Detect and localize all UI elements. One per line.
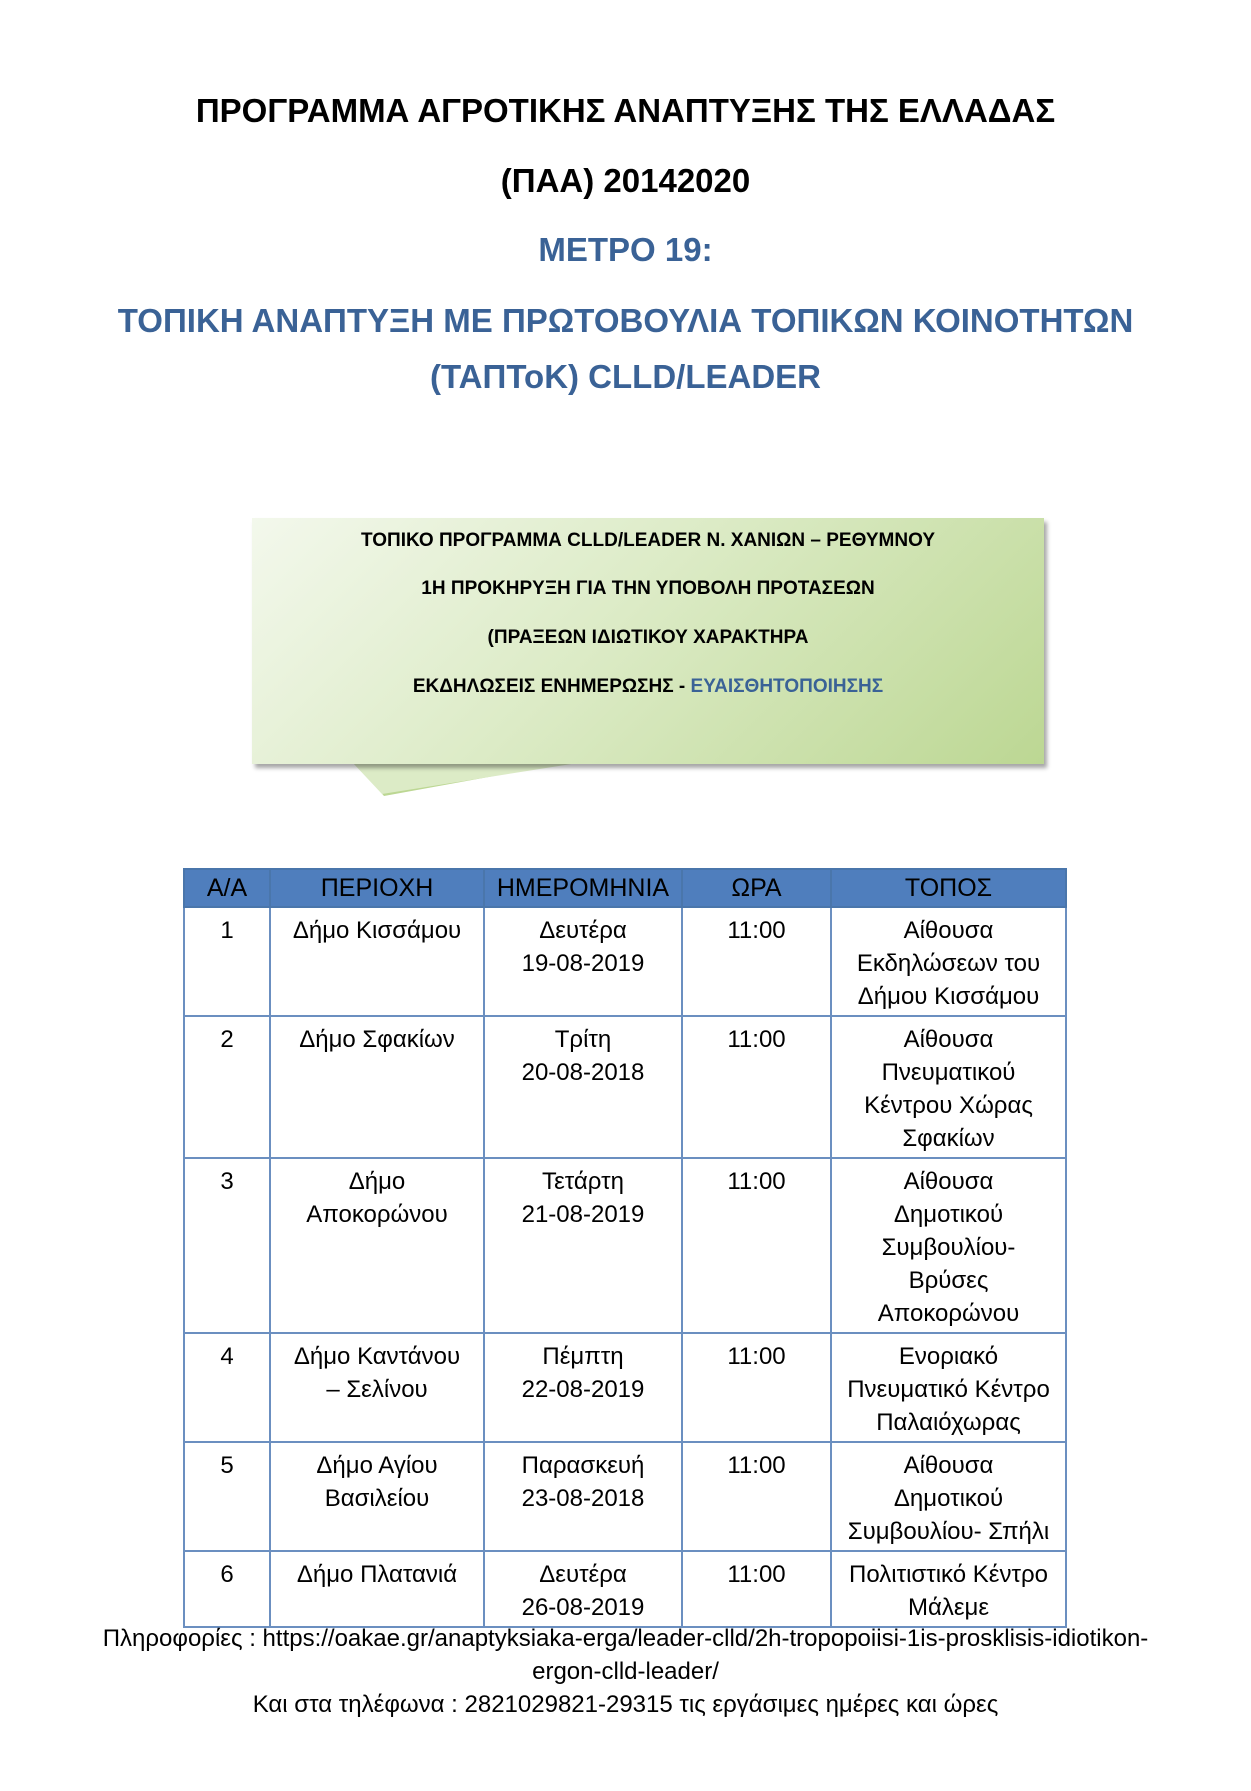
info-url-line: Πληροφορίες : https://oakae.gr/anaptyksiaka-erga/leader-clld/2h-tropopoiisi-1is-prosklisis-idiotikon- (102, 1625, 1149, 1652)
table-row (184, 907, 1066, 1016)
row-place: Αίθουσα Δημοτικού Συμβουλίου- Σπήλι (831, 1442, 1066, 1551)
measure-subtitle-2: (ΤΑΠΤοΚ) CLLD/LEADER (429, 358, 822, 395)
phone-info-line: Και στα τηλέφωνα : 2821029821-29315 τις εργάσιμες ημέρες και ώρες (252, 1691, 999, 1718)
table-header-row (184, 869, 1066, 907)
row-place: Αίθουσα Εκδηλώσεων του Δήμου Κισσάμου (831, 907, 1066, 1016)
header-date: ΗΜΕΡΟΜΗΝΙΑ (484, 869, 682, 907)
callout-line-1: ΤΟΠΙΚΟ ΠΡΟΓΡΑΜΜΑ CLLD/LEADER Ν. ΧΑΝΙΩΝ – ΡΕΘΥΜΝΟΥ (361, 530, 935, 551)
table-row (184, 1551, 1066, 1627)
table-row (184, 1333, 1066, 1442)
callout-line-2: 1Η ΠΡΟΚΗΡΥΞΗ ΓΙΑ ΤΗΝ ΥΠΟΒΟΛΗ ΠΡΟΤΑΣΕΩΝ (421, 578, 875, 599)
row-time: 11:00 (682, 1333, 831, 1442)
callout-events-label: ΕΚΔΗΛΩΣΕΙΣ ΕΝΗΜΕΡΩΣΗΣ - (412, 676, 691, 697)
row-number: 4 (184, 1333, 270, 1442)
row-time: 11:00 (682, 1016, 831, 1158)
measure-title: ΜΕΤΡΟ 19: (538, 231, 713, 268)
header-time: ΩΡΑ (682, 869, 831, 907)
announcement-callout (252, 518, 1044, 764)
row-number: 1 (184, 907, 270, 1016)
row-date: Δευτέρα 19-08-2019 (484, 907, 682, 1016)
row-area: Δήμο Πλατανιά (270, 1551, 484, 1627)
row-area: Δήμο Κισσάμου (270, 907, 484, 1016)
row-area: Δήμο Καντάνου – Σελίνου (270, 1333, 484, 1442)
measure-subtitle: ΤΟΠΙΚΗ ΑΝΑΠΤΥΞΗ ΜΕ ΠΡΩΤΟΒΟΥΛΙΑ ΤΟΠΙΚΩΝ ΚΟΙΝΟΤΗΤΩΝ (117, 302, 1134, 339)
row-number: 3 (184, 1158, 270, 1333)
table-row (184, 1016, 1066, 1158)
row-place: Αίθουσα Δημοτικού Συμβουλίου- Βρύσες Αποκορώνου (831, 1158, 1066, 1333)
row-date: Παρασκευή 23-08-2018 (484, 1442, 682, 1551)
row-number: 5 (184, 1442, 270, 1551)
row-date: Δευτέρα 26-08-2019 (484, 1551, 682, 1627)
row-number: 2 (184, 1016, 270, 1158)
row-place: Αίθουσα Πνευματικού Κέντρου Χώρας Σφακίων (831, 1016, 1066, 1158)
header-place: ΤΟΠΟΣ (831, 869, 1066, 907)
row-time: 11:00 (682, 1158, 831, 1333)
row-area: Δήμο Αποκορώνου (270, 1158, 484, 1333)
info-url-line-2: ergon-clld-leader/ (532, 1658, 719, 1685)
row-number: 6 (184, 1551, 270, 1627)
callout-tail (252, 762, 592, 822)
table-row (184, 1442, 1066, 1551)
callout-awareness-label: ΕΥΑΙΣΘΗΤΟΠΟΙΗΣΗΣ (690, 676, 884, 697)
header-number: Α/Α (184, 869, 270, 907)
row-area: Δήμο Σφακίων (270, 1016, 484, 1158)
row-place: Ενοριακό Πνευματικό Κέντρο Παλαιόχωρας (831, 1333, 1066, 1442)
program-period: (ΠΑΑ) 20142020 (500, 162, 751, 199)
row-date: Τετάρτη 21-08-2019 (484, 1158, 682, 1333)
table-row (184, 1158, 1066, 1333)
callout-line-3: (ΠΡΑΞΕΩΝ ΙΔΙΩΤΙΚΟΥ ΧΑΡΑΚΤΗΡΑ (487, 627, 809, 648)
header-area: ΠΕΡΙΟΧΗ (270, 869, 484, 907)
row-time: 11:00 (682, 1551, 831, 1627)
row-time: 11:00 (682, 907, 831, 1016)
row-date: Πέμπτη 22-08-2019 (484, 1333, 682, 1442)
row-place: Πολιτιστικό Κέντρο Μάλεμε (831, 1551, 1066, 1627)
program-title: ΠΡΟΓΡΑΜΜΑ ΑΓΡΟΤΙΚΗΣ ΑΝΑΠΤΥΞΗΣ ΤΗΣ ΕΛΛΑΔΑΣ (195, 92, 1056, 129)
row-date: Τρίτη 20-08-2018 (484, 1016, 682, 1158)
events-schedule-table (183, 868, 1067, 1628)
callout-line-4 (252, 675, 1044, 699)
row-area: Δήμο Αγίου Βασιλείου (270, 1442, 484, 1551)
row-time: 11:00 (682, 1442, 831, 1551)
